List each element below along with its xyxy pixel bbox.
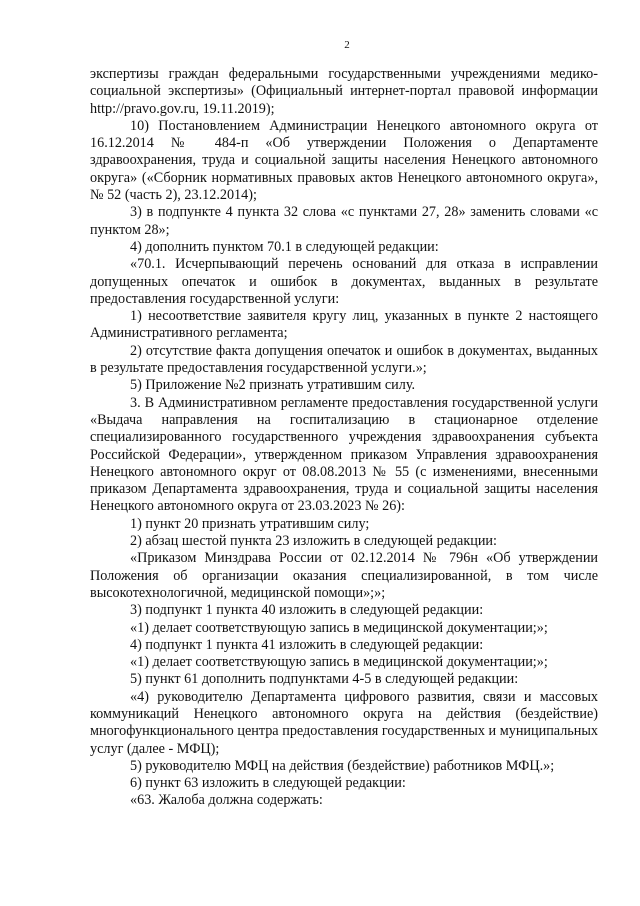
paragraph: «70.1. Исчерпывающий перечень оснований для отказа в исправлении допущенных опечаток и ошибок в документах, выданных в результате предоставления государственной услуги: <box>90 256 598 307</box>
paragraph: «1) делает соответствующую запись в медицинской документации;»; <box>130 619 548 636</box>
paragraph: 3) подпункт 1 пункта 40 изложить в следующей редакции: <box>130 602 484 619</box>
paragraph: 6) пункт 63 изложить в следующей редакции: <box>130 775 406 792</box>
paragraph: «4) руководителю Департамента цифрового развития, связи и массовых коммуникаций Ненецкого автономного округа на действия (бездействие) многофункционального центра предоставления государственных и муниципальных услуг (далее - МФЦ); <box>90 688 598 757</box>
paragraph: «1) делает соответствующую запись в медицинской документации;»; <box>130 654 548 671</box>
paragraph: 2) отсутствие факта допущения опечаток и ошибок в документах, выданных в результате предоставления государственной услуги.»; <box>90 342 598 377</box>
paragraph: 5) руководителю МФЦ на действия (бездействие) работников МФЦ.»; <box>130 757 555 774</box>
paragraph: «Приказом Минздрава России от 02.12.2014 № 796н «Об утверждении Положения об организации оказания специализированной, в том числе высокотехнологичной, медицинской помощи»;»; <box>90 550 598 601</box>
paragraph: 10) Постановлением Администрации Ненецкого автономного округа от 16.12.2014 № 484-п «Об утверждении Положения о Департаменте здравоохранения, труда и социальной защиты населения Ненецкого автономного округа» («Сборник нормативных правовых актов Ненецкого автономного округа», № 52 (часть 2), 23.12.2014); <box>90 117 598 204</box>
paragraph: 4) подпункт 1 пункта 41 изложить в следующей редакции: <box>130 636 484 653</box>
paragraph: 2) абзац шестой пункта 23 изложить в следующей редакции: <box>130 533 497 550</box>
document-page <box>90 38 598 810</box>
paragraph: 1) несоответствие заявителя кругу лиц, указанных в пункте 2 настоящего Административного регламента; <box>90 308 598 342</box>
paragraph: 3. В Административном регламенте предоставления государственной услуги «Выдача направления на госпитализацию в стационарное отделение специализированного государственного учреждения здравоохранения субъекта Российской Федерации», утвержденном приказом Управления здравоохранения Ненецкого автономного округ от 08.08.2013 № 55 (с изменениями, внесенными приказом Департамента здравоохранения, труда и социальной защиты населения Ненецкого автономного округа от 23.03.2023 № 26): <box>90 394 598 515</box>
paragraph: «63. Жалоба должна содержать: <box>130 792 323 809</box>
paragraph: 4) дополнить пунктом 70.1 в следующей редакции: <box>130 238 439 255</box>
document-body <box>90 66 598 810</box>
paragraph: 5) пункт 61 дополнить подпунктами 4-5 в следующей редакции: <box>130 671 519 688</box>
paragraph: 3) в подпункте 4 пункта 32 слова «с пунктами 27, 28» заменить словами «с пунктом 28»; <box>90 204 598 238</box>
paragraph: экспертизы граждан федеральными государственными учреждениями медико-социальной экспертизы» (Официальный интернет-портал правовой информации http://pravo.gov.ru, 19.11.2019); <box>90 66 598 117</box>
page-number: 2 <box>344 39 350 51</box>
paragraph: 1) пункт 20 признать утратившим силу; <box>130 515 370 532</box>
paragraph: 5) Приложение №2 признать утратившим силу. <box>130 377 416 394</box>
